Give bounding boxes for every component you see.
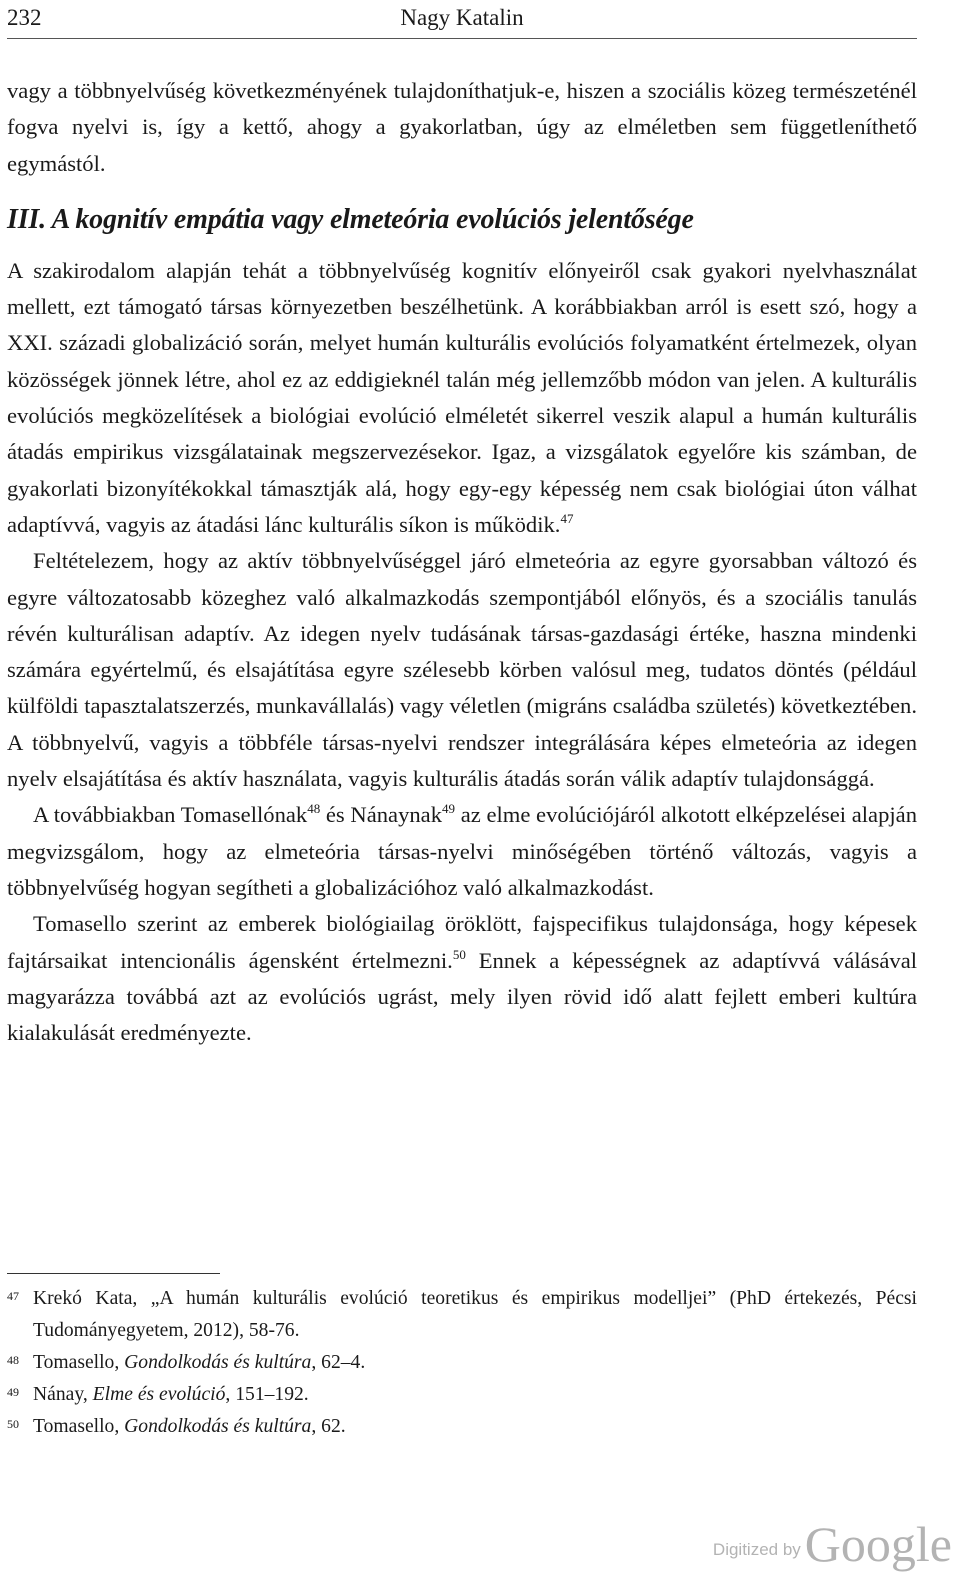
footnote-number: 47 (7, 1289, 19, 1303)
footnote-number: 50 (7, 1417, 19, 1431)
footnote-text: Tomasello, (33, 1416, 125, 1437)
footnote-text: Tomasello, (33, 1352, 125, 1373)
footnote-ref-49[interactable]: 49 (442, 801, 455, 817)
paragraph-3 (7, 797, 917, 906)
intro-paragraph: vagy a többnyelvűség következményének tulajdoníthatjuk-e, hiszen a szociális közeg természeténél fogva nyelvi is, így a kettő, ahogy a gyakorlatban, úgy az elméletben sem függetleníthető egymástól. (7, 78, 917, 176)
section-heading: III. A kognitív empátia vagy elmeteória evolúciós jelentősége (7, 203, 694, 235)
footnote-book-title: Elme és evolúció (92, 1384, 226, 1405)
footnote (7, 1347, 917, 1379)
paragraph-4-text-b: Ennek a képességnek az adaptívvá válásával magyarázza továbbá azt az evolúciós ugrást, mely ilyen rövid idő alatt fejlett emberi kultúra kialakulását eredményezte. (7, 947, 917, 1046)
running-head-author: Nagy Katalin (400, 5, 524, 30)
page-number: 232 (7, 5, 42, 30)
watermark-prefix: Digitized by (712, 1540, 801, 1559)
footnote-pages: , 151–192. (225, 1384, 309, 1405)
footnote-pages: , 62–4. (311, 1352, 366, 1373)
paragraph-3-text-a: A továbbiakban Tomasellónak (33, 802, 308, 828)
footnotes (7, 1283, 917, 1443)
footnote-ref-50[interactable]: 50 (452, 946, 466, 962)
footnote-book-title: Gondolkodás és kultúra (124, 1352, 312, 1373)
footnote-ref-48[interactable]: 48 (307, 801, 321, 817)
footnote-pages: , 62. (311, 1416, 346, 1437)
footnote (7, 1283, 917, 1347)
paragraph-2: Feltételezem, hogy az aktív többnyelvűséggel járó elmeteória az egyre gyorsabban változó és egyre változatosabb közeghez való alkalmazkodás szempontjából előnyös, és a szociális tanulás révén kulturálisan adaptív. Az idegen nyelv tudásának társas-gazdasági értéke, haszna mindenki számára egyértelmű, és elsajátítása egyre szélesebb körben valósul meg, tudatos döntés (például külföldi tapasztalatszerzés, munkavállalás) vagy véletlen (migráns családba születés) következtében. A többnyelvű, vagyis a többféle társas-nyelvi rendszer integrálására képes elmeteória az idegen nyelv elsajátítása és aktív használata, vagyis kulturális átadás során válik adaptív tulajdonsággá. (7, 548, 917, 792)
footnote (7, 1411, 917, 1443)
footnote-number: 48 (7, 1353, 19, 1367)
paragraph-4 (7, 906, 917, 1051)
paragraph-3-text-b: és Nánaynak (320, 802, 442, 828)
paragraph-3-text-c: az elme evolúciójáról alkotott elképzelései alapján megvizsgálom, hogy az elmeteória társas-nyelvi minőségében történő változás, vagyis a többnyelvűség hogyan segítheti a globalizációhoz való alkalmazkodást. (7, 802, 917, 900)
footnote (7, 1379, 917, 1411)
footnote-text: Krekó Kata, „A humán kulturális evolúció teoretikus és empirikus modelljei” (PhD értekezés, Pécsi Tudományegyetem, 2012), 58-76. (33, 1288, 917, 1341)
footnote-book-title: Gondolkodás és kultúra (124, 1416, 312, 1437)
paragraph-1 (7, 253, 917, 543)
footnote-ref-47[interactable]: 47 (560, 510, 574, 526)
main-text (7, 73, 917, 1051)
paragraph-4-text-a: Tomasello szerint az emberek biológiailag öröklött, fajspecifikus tulajdonsága, hogy képesek fajtársaikat intencionális ágensként értelmezni. (7, 911, 917, 973)
digitized-watermark (712, 1516, 952, 1572)
footnote-number: 49 (7, 1385, 19, 1399)
paragraph-1-text: A szakirodalom alapján tehát a többnyelvűség kognitív előnyeiről csak gyakori nyelvhasználat mellett, ezt támogató társas környezetben beszélhetünk. A korábbiakban arról is esett szó, hogy a XXI. századi globalizáció során, melyet humán kulturális evolúciós folyamatként értelmezek, olyan közösségek jönnek létre, ahol ez az eddigieknél talán még jellemzőbb módon van jelen. A kulturális evolúciós megközelítések a biológiai evolúció elméletét sikerrel veszik alapul a humán kulturális átadás empirikus vizsgálatainak megszervezésekor. Igaz, a vizsgálatok egyelőre kis számban, de gyakorlati bizonyítékokkal támasztják alá, hogy egy-egy képesség nem csak biológiai úton válhat adaptívvá, vagyis az átadási lánc kulturális síkon is működik. (7, 257, 917, 537)
google-logo: Google (804, 1516, 952, 1572)
footnote-divider (7, 1273, 220, 1274)
running-header (7, 2, 917, 39)
footnote-text: Nánay, (33, 1384, 93, 1405)
